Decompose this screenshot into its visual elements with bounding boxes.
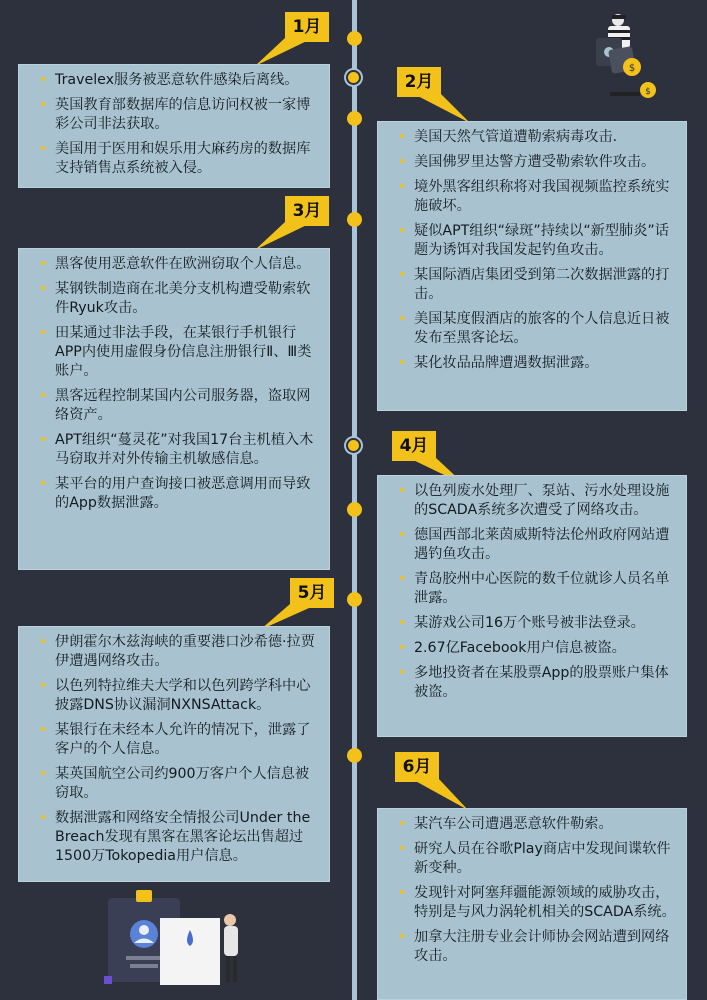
events-card-jan <box>18 64 330 188</box>
events-card-feb <box>377 121 687 411</box>
svg-text:$: $ <box>645 87 651 97</box>
event-item: • 黑客远程控制某国内公司服务器，盗取网络资产。 <box>29 387 321 425</box>
timeline-dot <box>346 70 361 85</box>
profile-card-icon <box>100 890 250 985</box>
event-item: • 某国际酒店集团受到第二次数据泄露的打击。 <box>388 266 678 304</box>
timeline-dot <box>347 212 362 227</box>
month-label-jan: 1月 <box>285 12 329 42</box>
svg-text:$: $ <box>628 63 636 74</box>
event-item: • 美国佛罗里达警方遭受勒索软件攻击。 <box>388 153 678 172</box>
timeline-dot <box>347 111 362 126</box>
event-item: • 境外黑客组织称将对我国视频监控系统实施破坏。 <box>388 178 678 216</box>
timeline-dot <box>347 592 362 607</box>
speech-tail <box>410 778 470 810</box>
event-item: • 某英国航空公司约900万客户个人信息被窃取。 <box>29 765 321 803</box>
event-item: • 伊朗霍尔木兹海峡的重要港口沙希德·拉贾伊遭遇网络攻击。 <box>29 633 321 671</box>
event-item: • 2.67亿Facebook用户信息被盗。 <box>388 639 678 658</box>
month-label-feb: 2月 <box>397 67 441 97</box>
event-item: • 多地投资者在某股票App的股票账户集体被盗。 <box>388 664 678 702</box>
events-card-apr <box>377 475 687 737</box>
event-item: • 美国天然气管道遭勒索病毒攻击. <box>388 128 678 147</box>
month-label-may: 5月 <box>290 578 334 608</box>
timeline-dot <box>347 748 362 763</box>
events-card-mar <box>18 248 330 570</box>
timeline-dot <box>346 438 361 453</box>
hacker-icon <box>590 12 675 107</box>
event-item: • 某平台的用户查询接口被恶意调用而导致的App数据泄露。 <box>29 475 321 513</box>
event-item: • 数据泄露和网络安全情报公司Under the Breach发现有黑客在黑客论坛出售超过1500万Tokopedia用户信息。 <box>29 809 321 866</box>
month-label-jun: 6月 <box>395 752 439 782</box>
event-item: • 美国用于医用和娱乐用大麻药房的数据库支持销售点系统被入侵。 <box>29 140 321 178</box>
events-card-may <box>18 626 330 882</box>
event-item: • 某游戏公司16万个账号被非法登录。 <box>388 614 678 633</box>
event-item: • 以色列废水处理厂、泵站、污水处理设施的SCADA系统多次遭受了网络攻击。 <box>388 482 678 520</box>
event-item: • 美国某度假酒店的旅客的个人信息近日被发布至黑客论坛。 <box>388 310 678 348</box>
event-item: • Travelex服务被恶意软件感染后离线。 <box>29 71 321 90</box>
timeline-axis <box>352 0 357 1000</box>
month-label-apr: 4月 <box>392 431 436 461</box>
event-item: • 某化妆品品牌遭遇数据泄露。 <box>388 354 678 373</box>
event-item: • 德国西部北莱茵威斯特法伦州政府网站遭遇钓鱼攻击。 <box>388 526 678 564</box>
timeline-dot <box>347 502 362 517</box>
event-item: • 英国教育部数据库的信息访问权被一家博彩公司非法获取。 <box>29 96 321 134</box>
event-item: • 某钢铁制造商在北美分支机构遭受勒索软件Ryuk攻击。 <box>29 280 321 318</box>
event-item: • 以色列特拉维夫大学和以色列跨学科中心披露DNS协议漏洞NXNSAttack。 <box>29 677 321 715</box>
event-item: • 疑似APT组织“绿斑”持续以“新型肺炎”话题为诱饵对我国发起钓鱼攻击。 <box>388 222 678 260</box>
month-label-mar: 3月 <box>285 196 329 226</box>
timeline-dot <box>347 31 362 46</box>
event-item: • 黑客使用恶意软件在欧洲窃取个人信息。 <box>29 255 321 274</box>
speech-tail <box>412 93 472 123</box>
event-item: • 某银行在未经本人允许的情况下，泄露了客户的个人信息。 <box>29 721 321 759</box>
event-item: • 发现针对阿塞拜疆能源领域的威胁攻击，特别是与风力涡轮机相关的SCADA系统。 <box>388 884 678 922</box>
speech-tail <box>255 222 315 250</box>
event-item: • 加拿大注册专业会计师协会网站遭到网络攻击。 <box>388 928 678 966</box>
event-item: • 研究人员在谷歌Play商店中发现间谍软件新变种。 <box>388 840 678 878</box>
event-item: • 某汽车公司遭遇恶意软件勒索。 <box>388 815 678 834</box>
event-item: • APT组织“蔓灵花”对我国17台主机植入木马窃取并对外传输主机敏感信息。 <box>29 431 321 469</box>
event-item: • 青岛胶州中心医院的数千位就诊人员名单泄露。 <box>388 570 678 608</box>
speech-tail <box>255 38 315 66</box>
events-card-jun <box>377 808 687 1000</box>
event-item: • 田某通过非法手段，在某银行手机银行APP内使用虚假身份信息注册银行Ⅱ、Ⅲ类账户。 <box>29 324 321 381</box>
